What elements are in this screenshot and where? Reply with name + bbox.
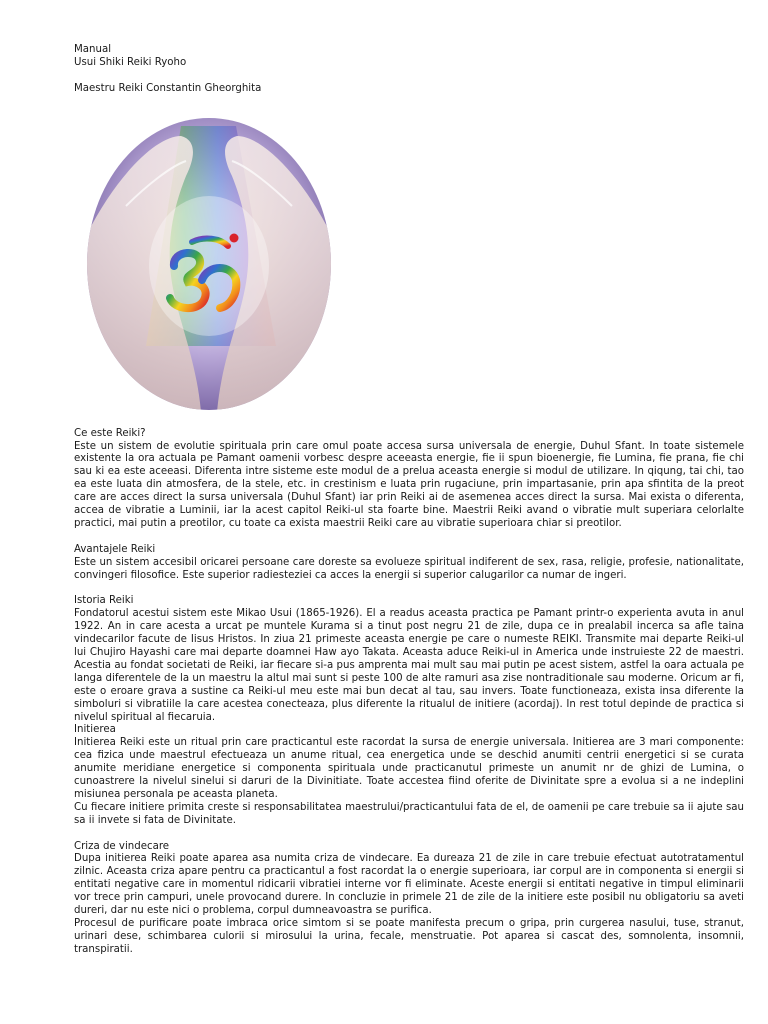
section-body-criza-2: Procesul de purificare poate imbraca orice simtom si se poate manifesta precum o gripa, prin curgerea nasului, tuse, stranut, urinari dese, schimbarea culorii si mirosului la urina, fecale, menstruatie. Pot aparea si cascat des, somnolenta, insomnii, transpiratii.: [74, 918, 744, 955]
section-title-ce-este-reiki: Ce este Reiki?: [74, 427, 146, 439]
doc-title-line-1: Manual: [74, 44, 112, 55]
doc-title-line-2: Usui Shiki Reiki Ryoho: [74, 56, 187, 68]
section-body-ce-este-reiki: Este un sistem de evolutie spirituala prin care omul poate accesa sursa universala de energie, Duhul Sfant. In toate sistemele existente la ora actuala pe Pamant oamenii vorbesc despre aceeasta energie, fie ii spun bioenergie, fie Lumina, fie prana, fie chi sau ki ea este aceeasi. Diferenta intre sisteme este modul de a prelua aceasta energie si modul de utilizare. In qiqung, tai chi, tao ea este luata din atmosfera, de la stele, etc. in crestinism e luata prin rugaciune, prin impartasanie, prin apa sfintita de la preot care are acces direct la sursa universala (Duhul Sfant) iar prin Reiki ai de asemenea acces direct la sursa. Mai exista o diferenta, accea de vibratie a Luminii, iar la acest capitol Reiki-ul sta foarte bine. Maestrii Reiki avand o vibratie mult superiara celorlalte practici, mai putin a preotilor, cu toate ca exista maestrii Reiki care au vibratie superioara chiar si preotilor.: [74, 440, 744, 529]
section-title-criza: Criza de vindecare: [74, 840, 170, 852]
section-body-initierea-2: Cu fiecare initiere primita creste si responsabilitatea maestrului/practicantului fata de el, de oamenii pe care trebuie sa ii ajute sau sa ii invete si fata de Divinitate.: [74, 801, 744, 826]
section-body-criza: Dupa initierea Reiki poate aparea asa numita criza de vindecare. Ea dureaza 21 de zile in care trebuie efectuat autotratamentul zilnic. Aceasta criza apare pentru ca practicantul a fost racordat la o energie superioara, iar corpul are in componenta si energii si entitati negative care in momentul ridicarii vibratiei interne vor fi eliminate. Aceste energii si entitati negative in timpul eliminarii vor trece prin campuri, unele provocand durere. In concluzie in primele 21 de zile de la initiere este posibil nu obligatoriu sa aveti dureri, dar nu este nici o problema, corpul dumneavoastra se purifica.: [74, 853, 744, 917]
section-body-avantajele: Este un sistem accesibil oricarei persoane care doreste sa evolueze spiritual indiferent de sex, rasa, religie, profesie, nationalitate, convingeri filosofice. Este superior radiesteziei ca acces la energii si superior calugarilor ca numar de ingeri.: [74, 556, 744, 581]
section-title-initierea: Initierea: [74, 724, 116, 736]
author-line: Maestru Reiki Constantin Gheorghita: [74, 82, 262, 94]
section-body-initierea: Initierea Reiki este un ritual prin care practicantul este racordat la sursa de energie universala. Initierea are 3 mari componente: cea fizica unde maestrul efectueaza un anume ritual, cea energetica unde se deschid anumiti centrii energetici si se curata anumite meridiane energetice si componenta spirituala unde practicanutul primeste un anumit nr de ghizi de Lumina, o cunoastrere la nivelul sinelui si daruri de la Divinitiate. Toate accestea fiind oferite de Divinitate spre a evolua si a ne indeplini misiunea personala pe aceasta planeta.: [74, 737, 744, 800]
section-body-istoria: Fondatorul acestui sistem este Mikao Usui (1865-1926). El a readus aceasta practica pe Pamant printr-o experienta avuta in anul 1922. An in care acesta a urcat pe muntele Kurama si a tinut post negru 21 de zile, dupa ce in prealabil incerca sa afle taina vindecarilor facute de Iisus Hristos. In ziua 21 primeste aceasta energie pe care o numeste REIKI. Transmite mai departe Reiki-ul lui Chujiro Hayashi care mai departe doamnei Haw ayo Takata. Aceasta aduce Reiki-ul in America unde instruieste 22 de maestri. Acestia au fondat societati de Reiki, iar fiecare si-a pus amprenta mai mult sau mai putin pe acest sistem, astfel la oara actuala pe langa diferentele de la un maestru la altul mai sunt si peste 100 de alte ramuri asa zise nontraditionale sau moderne. Oricum ar fi, este o eroare grava a sustine ca Reiki-ul meu este mai bun decat al tau, sau invers. Toate functioneaza, exista insa diferente la simboluri si vibratiile la care acestea conecteaza, plus diferente la ritualul de initiere (acordaj). In rest totul depinde de practica si nivelul spiritual al fiecaruia.: [74, 608, 744, 723]
section-title-istoria: Istoria Reiki: [74, 595, 134, 607]
document-page: [74, 44, 744, 957]
om-symbol-hands-icon: [86, 116, 332, 412]
section-title-avantajele: Avantajele Reiki: [74, 543, 156, 555]
